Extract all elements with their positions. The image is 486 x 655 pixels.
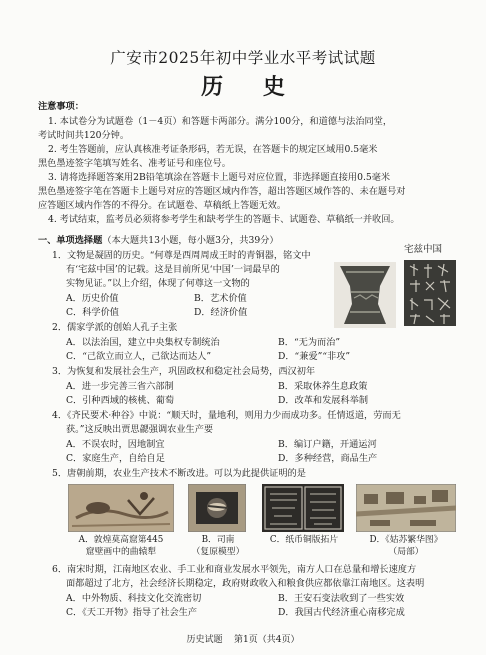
he-zun-bronze-image — [334, 262, 396, 328]
question-line: 1．文物是凝固的历史。“何尊是西周周成王时的青铜器，铭文中 — [52, 250, 311, 261]
dunhuang-plough-mural-image — [68, 484, 174, 532]
option: D．改革和发展科举制 — [278, 395, 369, 406]
option: C．《天工开物》指导了社会生产 — [66, 607, 198, 618]
question-line: 实物见证。”以上介绍，体现了何尊这一文物的 — [66, 278, 250, 289]
notice-line: 黑色墨迹签字笔在答题卡上题号对应的答题区域内作答，超出答题区域作答的、未在题号对 — [38, 186, 406, 197]
section-note: （本大题共13小题，每小题3分，共39分） — [102, 235, 279, 246]
option: A．以法治国，建立中央集权专制统治 — [66, 337, 220, 348]
notice-line: 1. 本试卷分为试题卷（1－4页）和答题卡两部分。满分100分，和道德与法治同堂， — [48, 116, 393, 127]
sinan-compass-image — [188, 484, 246, 532]
option: B．编订户籍，开通运河 — [278, 439, 377, 450]
option: C．家庭生产，自给自足 — [66, 453, 165, 464]
notice-line: 黑色墨迹签字笔填写姓名、准考证号和座位号。 — [38, 158, 231, 169]
option: B．艺术价值 — [194, 293, 247, 304]
question-stem: 3．为恢复和发展社会生产，巩固政权和稳定社会局势，西汉初年 — [52, 366, 316, 377]
image-caption: B．司南 （复原模型） — [191, 535, 245, 557]
option: C．“己欲立而立人，己欲达而达人” — [66, 351, 212, 362]
inscription-rubbing-image — [404, 260, 456, 326]
section-heading — [38, 234, 279, 248]
image-caption: D．《姑苏繁华图》 （局部） — [369, 535, 443, 557]
option: A．历史价值 — [66, 293, 119, 304]
gusu-prosperity-painting-image — [356, 484, 456, 532]
option: A．中外物质、科技文化交流密切 — [66, 593, 202, 604]
page-footer: 历史试题 第1页（共4页） — [186, 635, 300, 645]
notice-heading: 注意事项： — [38, 101, 84, 112]
question-line: 面都超过了北方，社会经济长期稳定，政府财政收入和粮食供应都依靠江南地区。这表明 — [66, 578, 425, 589]
section-title: 一、单项选择题 — [38, 235, 103, 246]
option: B．王安石变法收到了一些实效 — [278, 593, 405, 604]
notice-line: 4. 考试结束，监考员必须将参考学生和缺考学生的答题卡、试题卷、草稿纸一并收回。 — [48, 214, 400, 225]
subject-title: 历 史 — [201, 74, 301, 100]
image-caption: C．纸币铜版拓片 — [269, 535, 339, 545]
image-caption: A．敦煌莫高窟第445 窟壁画中的曲辕犁 — [78, 535, 164, 557]
question-line: 4．《齐民要术·种谷》中说：“顺天时，量地利，则用力少而成功多。任情返道，劳而无 — [52, 410, 401, 421]
notice-line: 2. 考生答题前，应认真核准考证条形码，若无误，在答题卡的规定区域用0.5毫米 — [48, 144, 378, 155]
option: D．“兼爱”“非攻” — [278, 351, 351, 362]
question-stem: 2．儒家学派的创始人孔子主张 — [52, 322, 178, 333]
notice-line: 应答题区域内作答的不得分。在试题卷、草稿纸上答题无效。 — [38, 200, 287, 211]
question-line: 有‘宅兹中国’的记载。这是目前所见‘中国’一词最早的 — [66, 264, 280, 275]
option: C．科学价值 — [66, 307, 119, 318]
inscription-label: 宅兹中国 — [404, 244, 443, 255]
notice-line: 考试时间共120分钟。 — [38, 130, 130, 141]
exam-title: 广安市2025年初中学业水平考试试题 — [110, 49, 376, 67]
question-stem: 5．唐朝前期，农业生产技术不断改进。可以为此提供证明的是 — [52, 468, 306, 479]
option: A．进一步完善三省六部制 — [66, 381, 174, 392]
paper-money-rubbing-image — [262, 484, 344, 532]
question-line: 获。”这反映出贾思勰强调农业生产要 — [66, 424, 214, 435]
option: D．我国古代经济重心南移完成 — [278, 607, 405, 618]
option: B．采取休养生息政策 — [278, 381, 368, 392]
option: A．不误农时，因地制宜 — [66, 439, 165, 450]
question-line: 6．南宋时期，江南地区农业、手工业和商业发展水平领先，南方人口在总量和增长速度方 — [52, 564, 417, 575]
notice-line: 3. 请将选择题答案用2B铅笔填涂在答题卡上题号对应位置，非选择题直接用0.5毫米 — [48, 172, 391, 183]
option: D．多种经营，商品生产 — [278, 453, 378, 464]
option: D．经济价值 — [194, 307, 248, 318]
option: B．“无为而治” — [278, 337, 341, 348]
option: C．引种西域的核桃、葡萄 — [66, 395, 175, 406]
